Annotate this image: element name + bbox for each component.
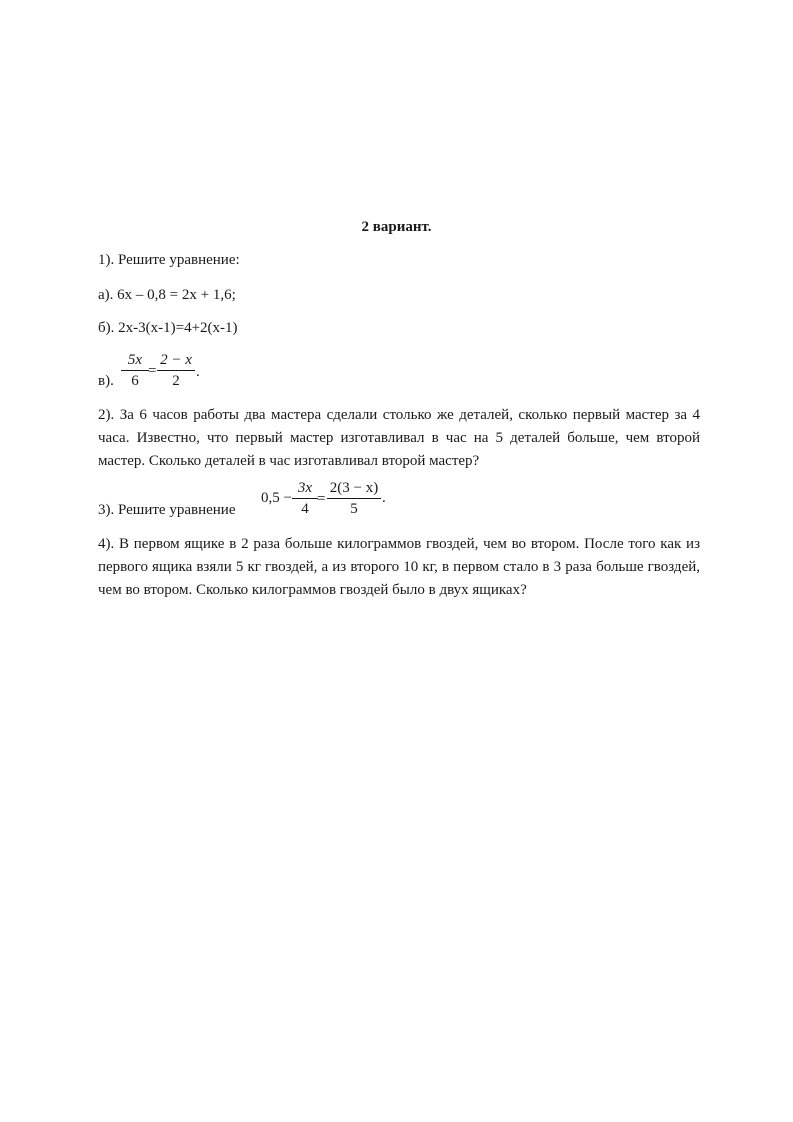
fraction-denominator: 6 (131, 373, 139, 389)
task1-c-label: в). (98, 373, 114, 389)
fraction-numerator: 3x (297, 480, 313, 496)
task1-equation-b: б). 2х-3(х-1)=4+2(х-1) (98, 320, 238, 336)
fraction-bar (327, 498, 381, 499)
task3-label: 3). Решите уравнение (98, 502, 236, 518)
task3-lead: 0,5 − (261, 490, 292, 506)
task2-text: 2). За 6 часов работы два мастера сделали столько же деталей, сколько первый мастер за 4 часа. Известно, что первый мастер изготавливал в час на 5 деталей больше, чем второй мастер. Сколько деталей в час изготавливал второй мастер? (98, 407, 700, 469)
fraction-bar (157, 370, 195, 371)
task1-c-left-fraction (121, 352, 149, 390)
task1-heading: 1). Решите уравнение: (98, 252, 240, 268)
fraction-bar (292, 498, 318, 499)
fraction-numerator: 5x (127, 352, 143, 368)
task1-equation-a: а). 6х – 0,8 = 2х + 1,6; (98, 287, 236, 303)
fraction-bar (121, 370, 149, 371)
equals-sign: = (317, 491, 326, 507)
period: . (196, 364, 200, 380)
fraction-denominator: 4 (301, 501, 309, 517)
variant-title: 2 вариант. (361, 219, 432, 235)
task3-right-fraction (327, 480, 381, 518)
fraction-numerator: 2(3 − x) (329, 480, 379, 496)
fraction-denominator: 5 (350, 501, 358, 517)
equals-sign: = (148, 363, 157, 379)
period: . (382, 490, 386, 506)
fraction-numerator: 2 − x (160, 352, 192, 368)
task1-c-right-fraction (157, 352, 195, 390)
task4-text: 4). В первом ящике в 2 раза больше килограммов гвоздей, чем во втором. После того как из первого ящика взяли 5 кг гвоздей, а из второго 10 кг, в первом стало в 3 раза больше гвоздей, чем во втором. Сколько килограммов гвоздей было в двух ящиках? (98, 536, 700, 598)
task3-left-fraction (292, 480, 318, 518)
fraction-denominator: 2 (172, 373, 180, 389)
